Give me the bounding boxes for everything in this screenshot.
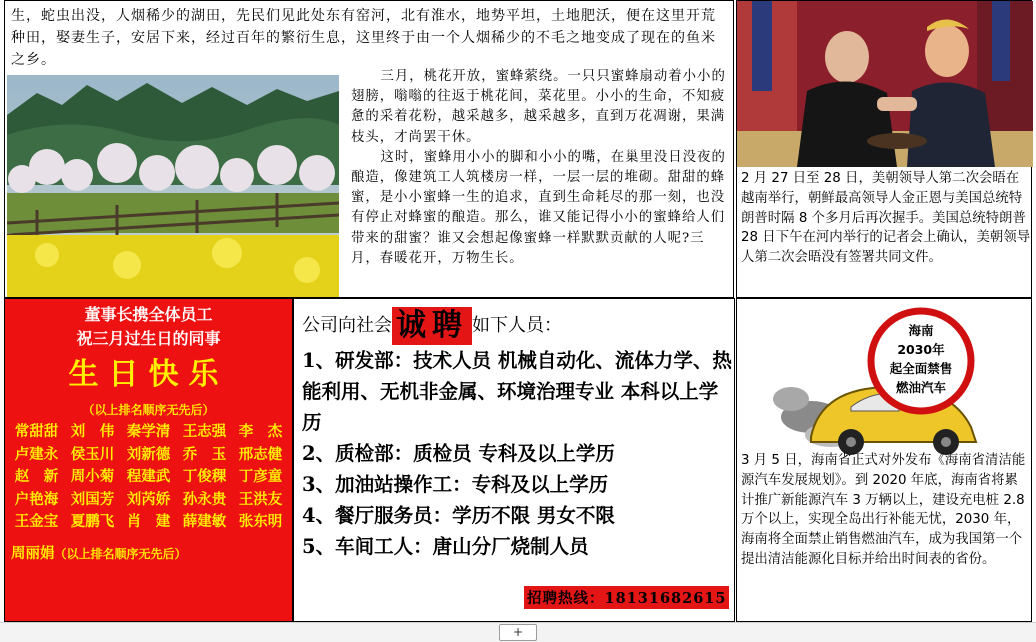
summit-news-text: 2 月 27 日至 28 日，美朝领导人第二次会晤在越南举行，朝鲜最高领导人金正恩与美国总统特朗普时隔 8 个多月后再次握手。美国总统特朗普 28 日下午在河内举行的记者会上确认，美朝领导人第二次会晤没有签署共同文件。: [741, 171, 1031, 266]
article-intro: 生，蛇虫出没，人烟稀少的湖田，先民们见此处东有窑河，北有淮水，地势平坦，土地肥沃，便在这里开荒种田，娶妻生子，安居下来，经过百年的繁衍生息，这里终于由一个人烟稀少的不毛之地变成了现在的鱼米之乡。: [11, 8, 716, 68]
news-summit: [736, 0, 1032, 298]
birthday-name: 孙永贵: [182, 490, 227, 508]
birthday-last-name: 周丽娟: [11, 544, 55, 562]
birthday-name: 王金宝: [14, 513, 59, 530]
hainan-news-text: 3 月 5 日，海南省正式对外发布《海南省清洁能源汽车发展规划》。到 2020 年底，海南省将累计推广新能源汽车 3 万辆以上，建设充电桩 2.8 万个以上，实现全岛出行补能无忧，2030 年，海南将全面禁止销售燃油汽车，成为我国第一个提出清洁能源化目标并给出时间表的省份。: [741, 453, 1026, 567]
recruitment-panel: [293, 298, 735, 622]
order-note-2: （以上排名顺序无先后）: [54, 546, 187, 561]
happy-birthday-title: 生日快乐: [68, 357, 229, 392]
birthday-name: 刘 伟: [70, 423, 115, 440]
recruit-item-5: 5、车间工人：唐山分厂烧制人员: [302, 535, 589, 558]
birthday-name: 丁俊稞: [182, 468, 227, 485]
birthday-name: 周小菊: [70, 468, 115, 485]
top-article: [4, 0, 734, 298]
birthday-names-grid: [9, 421, 289, 534]
birthday-name: 夏鹏飞: [70, 513, 115, 530]
article-poem: [351, 67, 729, 269]
birthday-name: 乔 玉: [182, 445, 227, 463]
recruit-item-3: 3、加油站操作工：专科及以上学历: [302, 473, 609, 496]
recruit-hotline: 招聘热线：18131682615: [524, 586, 729, 609]
poster-line-4: 燃油汽车: [895, 380, 946, 395]
add-sheet-button[interactable]: +: [499, 624, 537, 641]
birthday-panel: [4, 298, 293, 622]
birthday-name: 王志强: [182, 423, 227, 440]
birthday-name: 刘新德: [126, 445, 171, 463]
news-hainan: [736, 298, 1032, 622]
birthday-name: 秦学清: [126, 423, 171, 440]
summit-handshake-photo: [737, 1, 1033, 167]
bottom-tab-bar: [0, 622, 1036, 642]
birthday-name: 赵 新: [14, 468, 59, 485]
poster-line-1: 海南: [908, 323, 934, 338]
recruit-item-4: 4、餐厅服务员：学历不限 男女不限: [302, 504, 615, 527]
birthday-name: 常甜甜: [14, 423, 59, 440]
birthday-name: 卢建永: [14, 445, 59, 463]
recruit-item-1: 1、研发部：技术人员 机械自动化、流体力学、热能利用、无机非金属、环境治理专业 本科以上学历: [302, 349, 732, 434]
recruit-highlight: 诚聘: [392, 307, 472, 345]
birthday-last-line: [5, 542, 292, 563]
recruit-heading-pre: 公司向社会: [302, 315, 392, 336]
birthday-name: 张东明: [238, 513, 283, 530]
birthday-name: 肖 建: [126, 513, 171, 530]
poster-line-2: 2030年: [897, 342, 945, 357]
birthday-name: 丁彦童: [238, 468, 283, 485]
birthday-name: 刘国芳: [70, 490, 115, 508]
birthday-name: 王洪友: [238, 490, 283, 508]
recruit-item-2: 2、质检部：质检员 专科及以上学历: [302, 442, 615, 465]
birthday-name: 侯玉川: [70, 445, 115, 463]
birthday-name: 邢志健: [238, 445, 283, 463]
birthday-line-1: 董事长携全体员工: [84, 305, 213, 324]
birthday-name: 户艳海: [14, 490, 59, 508]
recruit-heading-post: 如下人员：: [472, 315, 562, 336]
birthday-name: 薛建敏: [182, 513, 227, 530]
poster-line-3: 起全面禁售: [889, 361, 953, 376]
hainan-ban-poster: [771, 307, 1001, 457]
spring-field-photo: [7, 75, 339, 297]
recruit-list: [302, 345, 732, 562]
birthday-name: 李 杰: [238, 423, 283, 440]
order-note: （以上排名顺序无先后）: [82, 403, 215, 417]
recruit-heading: [302, 307, 562, 345]
poem-paragraph-1: 三月，桃花开放，蜜蜂萦绕。一只只蜜蜂扇动着小小的翅膀，嗡嗡的往返于桃花间，菜花里。小小的生命，不知疲惫的采着花粉，越采越多，越采越多，直到万花凋谢，果满枝头，才尚罢干休。: [351, 69, 726, 145]
birthday-name: 刘芮娇: [126, 490, 171, 508]
birthday-line-2: 祝三月过生日的同事: [76, 329, 221, 348]
birthday-name: 程建武: [126, 468, 171, 485]
poem-paragraph-2: 这时，蜜蜂用小小的脚和小小的嘴，在巢里没日没夜的酿造，像建筑工人筑楼房一样，一层一层的堆砌。甜甜的蜂蜜，是小小蜜蜂一生的追求，直到生命耗尽的那一刻，也没有停止对蜂蜜的酿造。那么，谁又能记得小小的蜜蜂给人们带来的甜蜜？谁又会想起像蜜蜂一样默默贡献的人呢?三月，春暖花开，万物生长。: [351, 149, 726, 266]
